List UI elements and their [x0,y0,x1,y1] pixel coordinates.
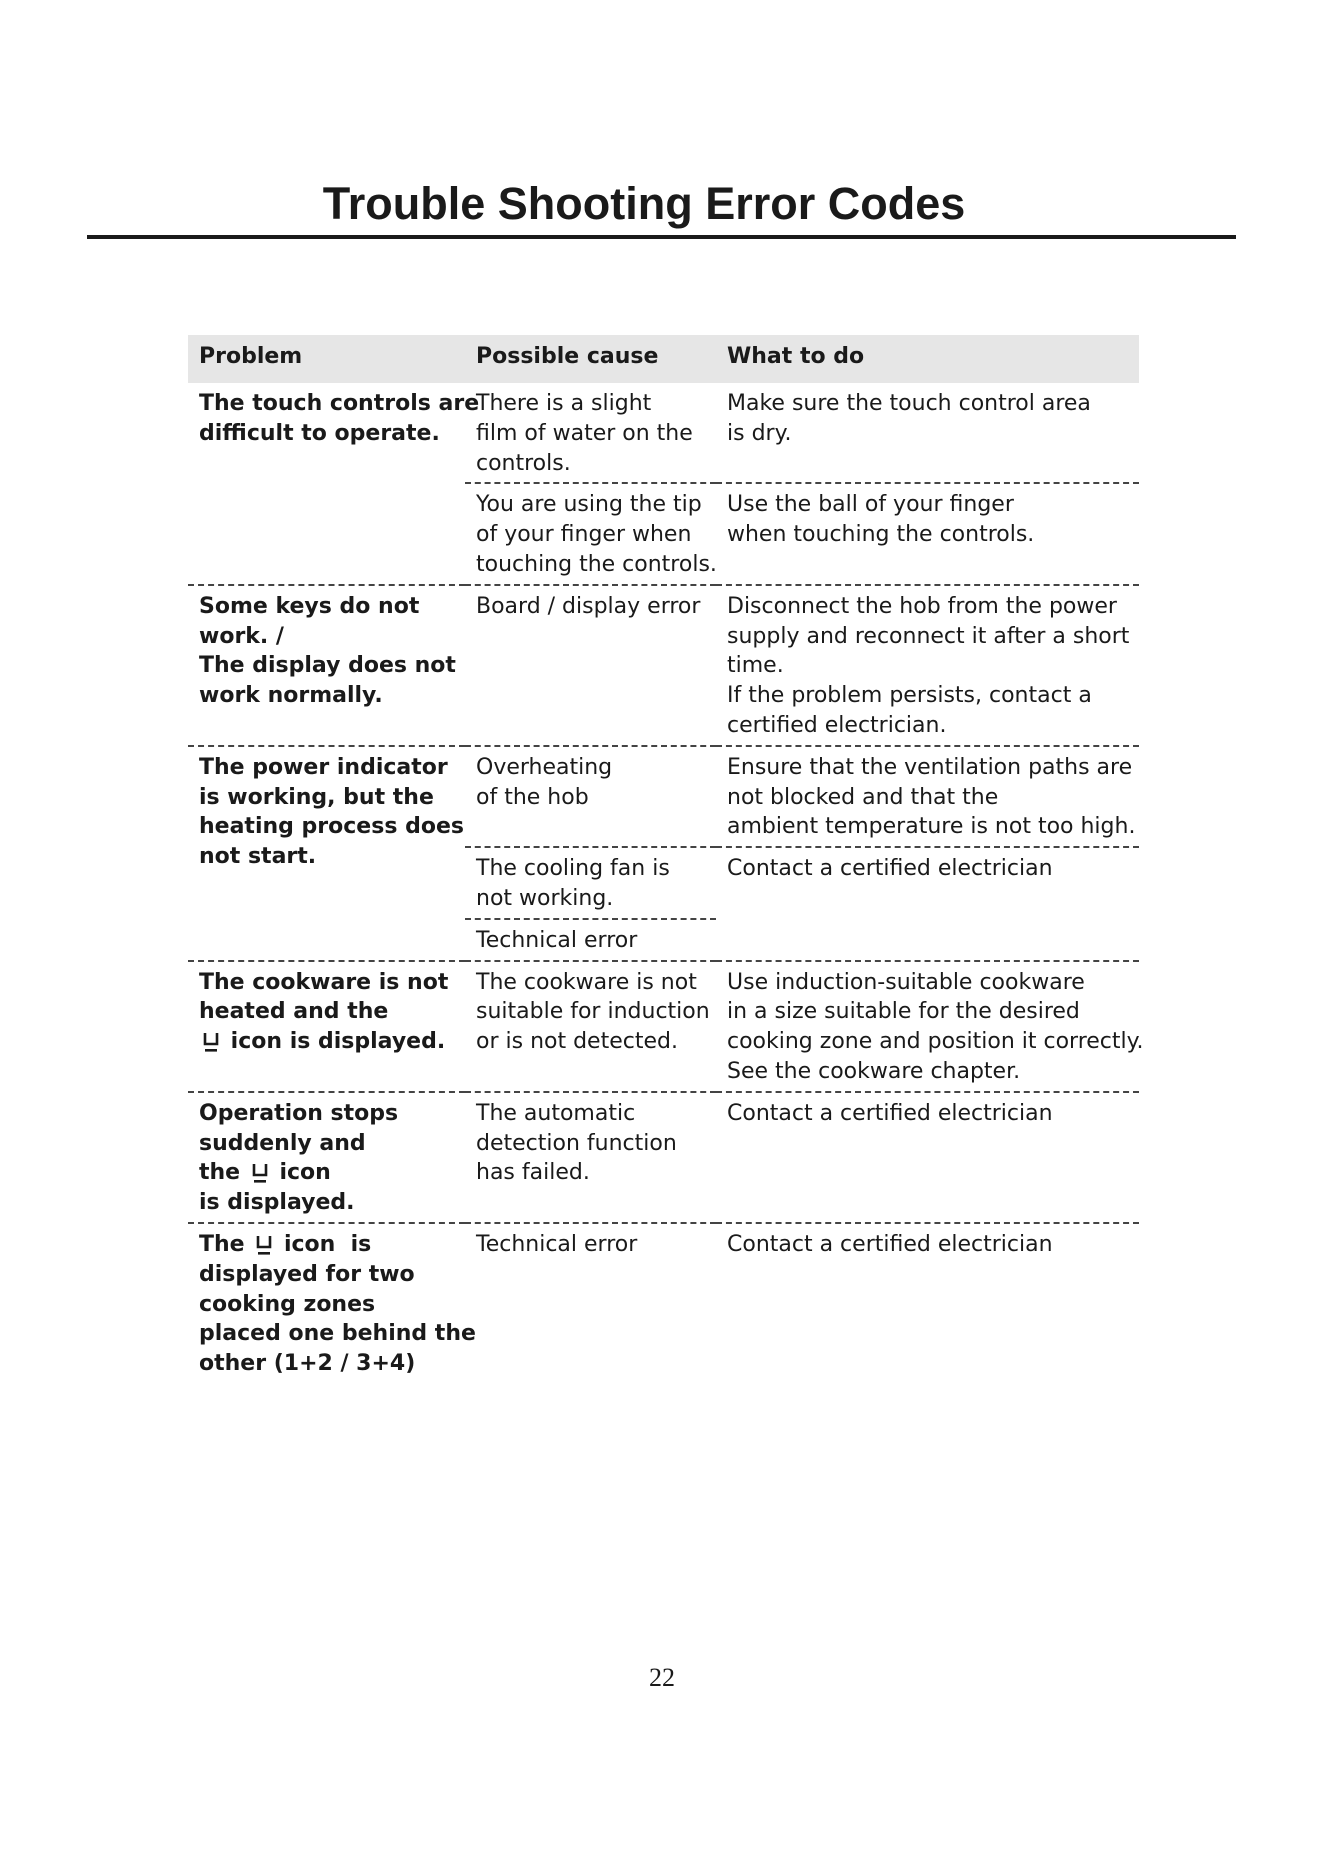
text-line: Ensure that the ventilation paths are [727,754,1133,780]
text-line: The cookware is not [476,969,697,995]
text-line: Operation stops [199,1100,399,1126]
text-line: Contact a certified electrician [727,1231,1053,1257]
text-line: difficult to operate. [199,420,440,446]
text-line: The touch controls are [199,391,480,416]
text-line: not working. [476,885,614,911]
text-line: There is a slight [476,391,652,416]
header-what-to-do: What to do [716,335,1139,383]
text-span: The [199,1231,245,1257]
text-line: Board / display error [476,593,701,619]
text-line: The cookware is not [199,969,449,995]
text-line: Technical error [476,1231,638,1257]
cookware-symbol-icon [254,1232,274,1258]
text-line: Make sure the touch control area [727,391,1091,416]
action-cell [716,383,1139,484]
problem-cell [188,747,465,962]
cause-cell [465,1093,716,1224]
text-line: Disconnect the hob from the power [727,593,1117,619]
text-line: supply and reconnect it after a short [727,623,1130,649]
text-line [199,1158,454,1188]
text-line: is dry. [727,420,792,446]
action-cell [716,586,1139,747]
page-title: Trouble Shooting Error Codes [322,178,966,229]
text-span: icon is [283,1231,372,1257]
text-line: The cooling fan is [476,856,670,882]
header-problem: Problem [188,335,465,383]
text-line: Use the ball of your finger [727,492,1014,518]
action-cell [716,484,1139,585]
text-line: or is not detected. [476,1029,678,1055]
text-line: Contact a certified electrician [727,1100,1053,1126]
title-divider [87,235,1236,239]
text-span: icon [279,1160,331,1186]
text-line [199,1027,454,1057]
problem-cell [188,1093,465,1224]
text-line: of the hob [476,784,589,810]
text-line: If the problem persists, contact a [727,683,1092,709]
header-possible-cause: Possible cause [465,335,716,383]
text-line: The automatic [476,1100,636,1126]
text-line: in a size suitable for the desired [727,999,1080,1025]
problem-cell [188,962,465,1093]
text-line: Some keys do not [199,593,420,619]
cause-cell [465,484,716,585]
text-line: time. [727,653,784,679]
text-line: ambient temperature is not too high. [727,814,1136,840]
problem-cell [188,1224,476,1383]
action-cell [716,848,1139,961]
action-cell [716,1224,1139,1383]
text-line: cooking zone and position it correctly. [727,1029,1144,1055]
text-line: of your finger when [476,522,692,548]
cookware-symbol-icon [201,1029,221,1055]
text-line: suddenly and [199,1130,366,1156]
text-line: Use induction-suitable cookware [727,969,1085,995]
text-line: cooking zones [199,1291,376,1317]
cause-cell [465,586,716,747]
text-line: not blocked and that the [727,784,999,810]
page-number: 22 [649,1663,675,1692]
text-line: certified electrician. [727,712,947,738]
action-cell [716,1093,1139,1224]
text-line: not start. [199,844,317,870]
action-cell [716,962,1144,1093]
text-span: icon is displayed. [230,1029,446,1055]
text-line: controls. [476,450,571,476]
text-span: the [199,1160,241,1186]
cookware-symbol-icon [250,1160,270,1186]
text-line: Contact a certified electrician [727,856,1053,882]
text-line: suitable for induction [476,999,710,1025]
cause-cell [465,383,716,484]
text-line: is displayed. [199,1190,355,1216]
text-line: You are using the tip [476,492,702,518]
text-line: work normally. [199,683,383,709]
text-line: is working, but the [199,784,434,810]
text-line: heating process does [199,814,464,840]
problem-cell [188,383,480,586]
text-line: The display does not [199,653,456,679]
cause-cell [465,848,716,920]
action-cell [716,747,1139,848]
text-line [199,1230,454,1260]
cause-cell [465,1224,716,1383]
text-line: other (1+2 / 3+4) [199,1351,416,1377]
text-line: The power indicator [199,754,448,780]
text-line: touching the controls. [476,551,717,577]
cause-cell [465,920,716,962]
text-line: has failed. [476,1160,590,1186]
text-line: work. / [199,623,284,649]
cause-cell [465,747,716,848]
text-line: heated and the [199,999,389,1025]
troubleshooting-table [188,335,1144,1383]
text-line: displayed for two [199,1261,415,1287]
text-line: when touching the controls. [727,522,1035,548]
text-line: Overheating [476,754,613,780]
text-line: placed one behind the [199,1321,476,1347]
problem-cell [188,586,465,747]
text-line: detection function [476,1130,677,1156]
cause-cell [465,962,716,1093]
text-line: Technical error [476,927,638,953]
text-line: See the cookware chapter. [727,1058,1021,1084]
text-line: film of water on the [476,420,693,446]
